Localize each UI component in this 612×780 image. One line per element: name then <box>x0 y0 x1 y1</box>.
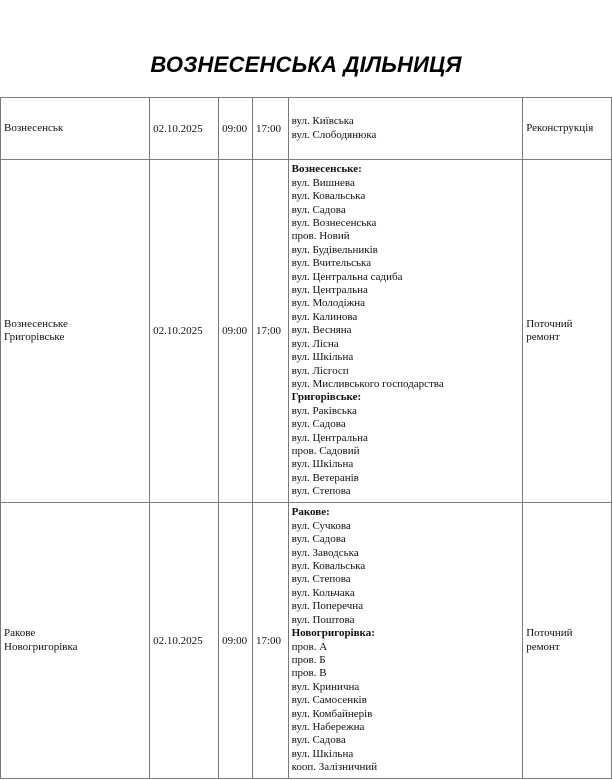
streets-cell <box>288 503 523 779</box>
street-item: пров. В <box>291 667 327 680</box>
locality-name: Вознесенськ <box>4 121 64 134</box>
street-item: вул. Вознесенська <box>291 217 377 230</box>
settlement-heading: Ракове: <box>291 506 330 519</box>
locality-name: Ракове <box>4 627 36 640</box>
street-item: вул. Центральна <box>291 431 368 444</box>
time-to-cell <box>252 98 288 160</box>
street-item: вул. Садова <box>291 734 346 747</box>
street-item: вул. Центральна садиба <box>291 270 403 283</box>
street-item: вул. Сучкова <box>291 519 351 532</box>
date-cell <box>150 160 219 503</box>
street-item: вул. Набережна <box>291 720 365 733</box>
street-item: вул. Раківська <box>291 404 357 417</box>
table-row <box>1 503 612 779</box>
settlement-heading: Новогригорівка: <box>291 627 375 640</box>
time-from-cell <box>219 160 253 503</box>
street-item: вул. Степова <box>291 573 351 586</box>
street-item: вул. Центральна <box>291 284 368 297</box>
work-type-cell <box>523 160 612 503</box>
time-from-value: 09:00 <box>222 122 248 135</box>
street-item: кооп. Залізничний <box>291 761 378 774</box>
settlement-heading: Григорівське: <box>291 391 362 404</box>
time-from-value: 09:00 <box>222 634 248 647</box>
street-item: вул. Лісна <box>291 337 339 350</box>
street-item: вул. Слободянюка <box>291 128 377 141</box>
work-type: Реконструкція <box>526 121 594 134</box>
date-cell <box>150 503 219 779</box>
street-item: пров. Садовий <box>291 444 360 457</box>
date-value: 02.10.2025 <box>153 634 203 647</box>
time-from-cell <box>219 98 253 160</box>
street-item: вул. Ветеранів <box>291 471 359 484</box>
street-item: вул. Комбайнерів <box>291 707 373 720</box>
schedule-table-body <box>1 98 612 779</box>
streets-cell <box>288 98 523 160</box>
time-from-value: 09:00 <box>222 325 248 337</box>
street-item: вул. Вчительська <box>291 257 372 270</box>
date-value: 02.10.2025 <box>153 325 203 337</box>
street-item: вул. Калинова <box>291 310 358 323</box>
work-type-cell <box>523 503 612 779</box>
locality-name: Григорівське <box>4 331 65 343</box>
time-to-value: 17:00 <box>255 122 281 135</box>
street-item: пров. Новий <box>291 230 350 243</box>
street-item: вул. Садова <box>291 418 346 431</box>
time-to-value: 17:00 <box>255 634 281 647</box>
locality-cell <box>1 160 150 503</box>
street-item: вул. Степова <box>291 485 351 498</box>
street-item: вул. Київська <box>291 115 354 128</box>
street-item: вул. Шкільна <box>291 351 354 364</box>
street-item: вул. Кринична <box>291 680 360 693</box>
settlement-heading: Вознесенське: <box>291 163 362 176</box>
table-row <box>1 98 612 160</box>
street-item: вул. Самосенків <box>291 694 367 707</box>
time-to-value: 17:00 <box>255 325 281 337</box>
street-item: вул. Ковальська <box>291 190 366 203</box>
work-type: ремонт <box>526 331 560 343</box>
work-type: Поточний <box>526 627 573 640</box>
street-item: пров. А <box>291 640 328 653</box>
time-to-cell <box>252 503 288 779</box>
street-item: вул. Поперечна <box>291 600 364 613</box>
street-item: вул. Молодіжна <box>291 297 366 310</box>
locality-name: Новогригорівка <box>4 640 78 653</box>
street-item: вул. Шкільна <box>291 458 354 471</box>
locality-name: Вознесенське <box>4 317 68 330</box>
time-from-cell <box>219 503 253 779</box>
street-item: вул. Вишнева <box>291 176 355 189</box>
work-type: Поточний <box>526 317 573 330</box>
street-item: вул. Заводська <box>291 546 359 559</box>
street-item: вул. Садова <box>291 203 346 216</box>
street-item: пров. Б <box>291 653 326 666</box>
schedule-table <box>0 97 612 779</box>
time-to-cell <box>252 160 288 503</box>
date-value: 02.10.2025 <box>153 122 203 135</box>
street-item: вул. Кольчака <box>291 586 355 599</box>
locality-cell <box>1 503 150 779</box>
streets-cell <box>288 160 523 503</box>
street-item: вул. Мисливського господарства <box>291 377 444 390</box>
work-type: ремонт <box>526 640 560 653</box>
street-item: вул. Шкільна <box>291 747 354 760</box>
street-item: вул. Поштова <box>291 613 355 626</box>
street-item: вул. Будівельників <box>291 243 378 256</box>
street-item: вул. Лісгосп <box>291 364 349 377</box>
street-item: вул. Садова <box>291 533 346 546</box>
street-item: вул. Ковальська <box>291 560 366 573</box>
work-type-cell <box>523 98 612 160</box>
table-row <box>1 160 612 503</box>
date-cell <box>150 98 219 160</box>
locality-cell <box>1 98 150 160</box>
street-item: вул. Весняна <box>291 324 352 337</box>
page-title: ВОЗНЕСЕНСЬКА ДІЛЬНИЦЯ <box>150 52 462 77</box>
